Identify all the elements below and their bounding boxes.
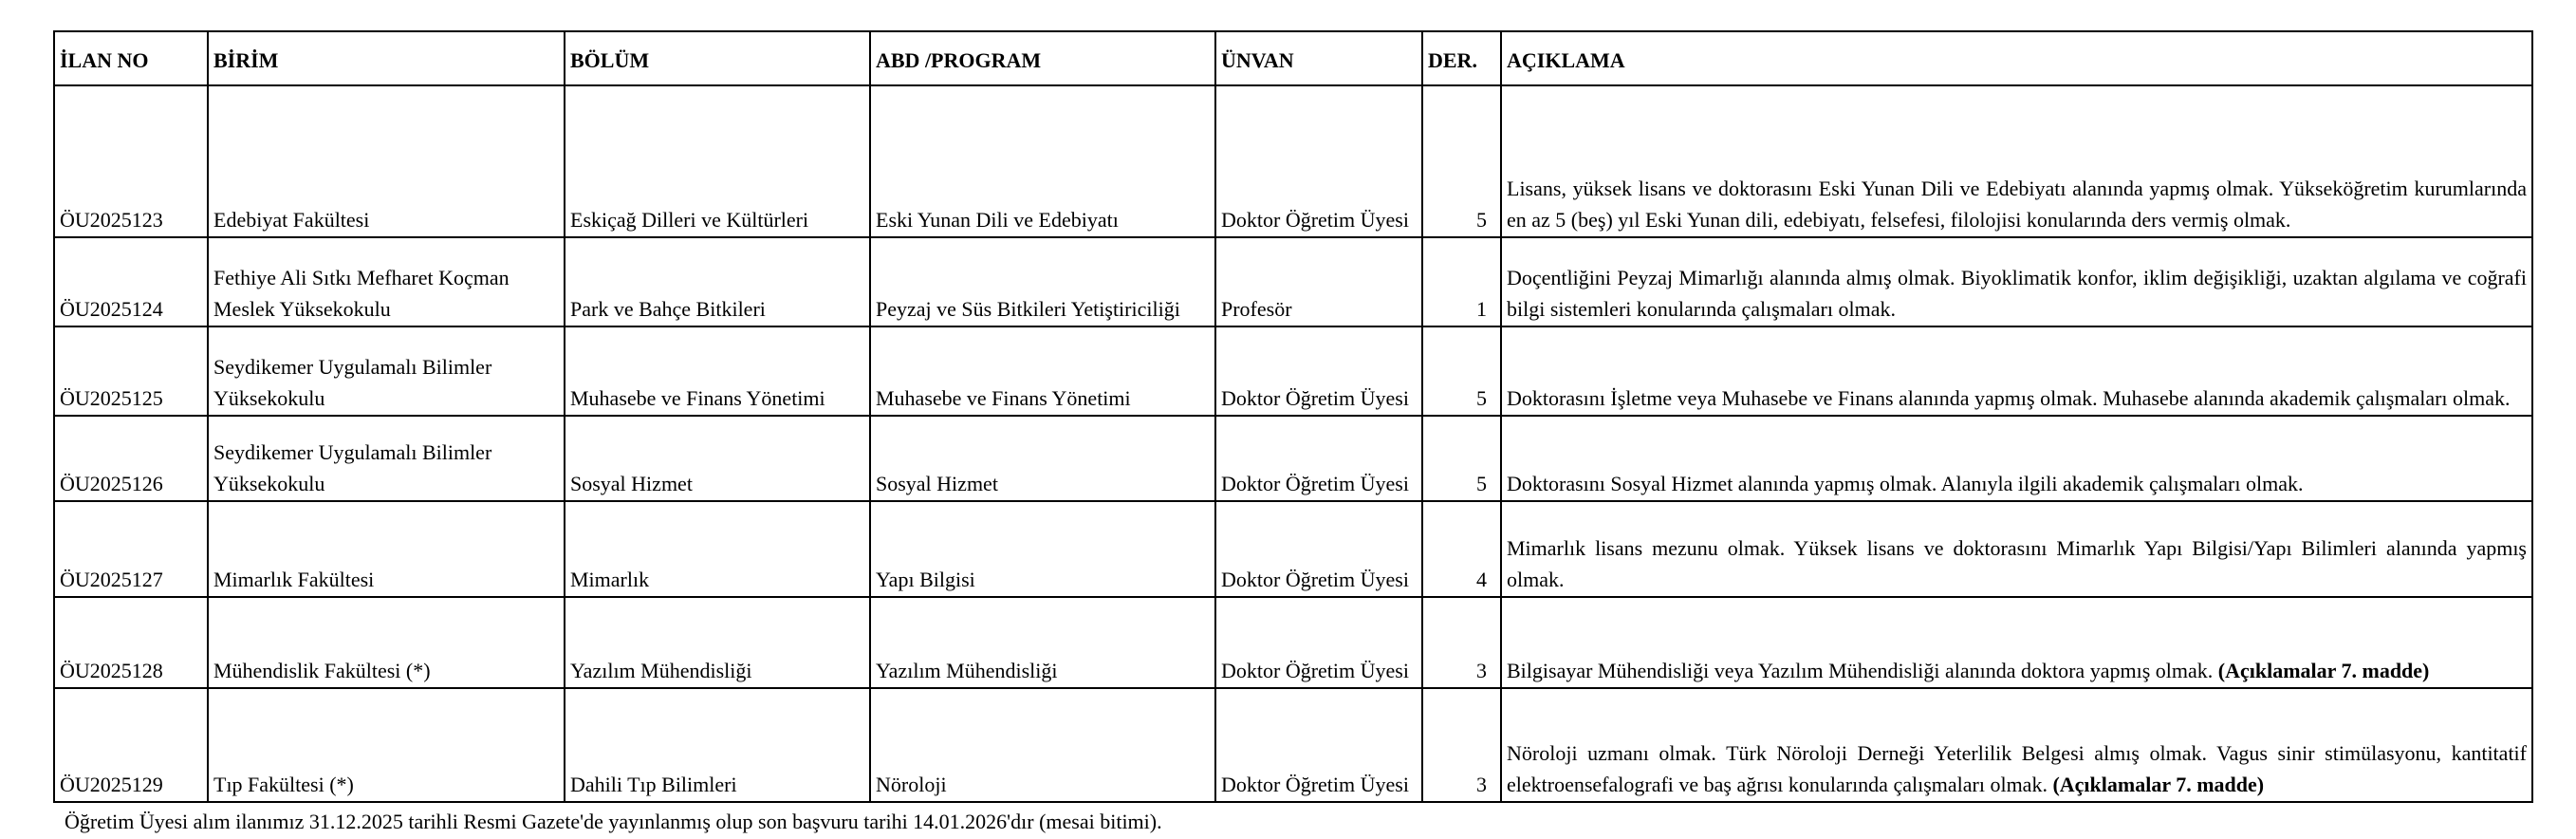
header-ilan-no: İLAN NO — [54, 31, 208, 85]
cell-ilan-no: ÖU2025125 — [54, 326, 208, 416]
cell-bolum: Dahili Tıp Bilimleri — [565, 688, 870, 802]
cell-ilan-no: ÖU2025124 — [54, 237, 208, 326]
cell-birim: Fethiye Ali Sıtkı Mefharet Koçman Meslek Yüksekokulu — [208, 237, 565, 326]
header-derece: DER. — [1422, 31, 1501, 85]
cell-birim: Seydikemer Uygulamalı Bilimler Yüksekokulu — [208, 416, 565, 501]
cell-abd: Sosyal Hizmet — [870, 416, 1215, 501]
cell-abd: Nöroloji — [870, 688, 1215, 802]
table-row — [54, 597, 2532, 688]
cell-ilan-no: ÖU2025128 — [54, 597, 208, 688]
cell-aciklama — [1501, 688, 2532, 802]
footnote: Öğretim Üyesi alım ilanımız 31.12.2025 tarihli Resmi Gazete'de yayınlanmış olup son başvuru tarihi 14.01.2026'dır (mesai bitimi). — [65, 810, 1162, 833]
header-row — [54, 31, 2532, 85]
cell-birim: Edebiyat Fakültesi — [208, 85, 565, 237]
header-aciklama: AÇIKLAMA — [1501, 31, 2532, 85]
cell-bolum: Mimarlık — [565, 501, 870, 597]
cell-aciklama — [1501, 237, 2532, 326]
cell-abd: Peyzaj ve Süs Bitkileri Yetiştiriciliği — [870, 237, 1215, 326]
aciklama-text: Doçentliğini Peyzaj Mimarlığı alanında almış olmak. Biyoklimatik konfor, iklim değişikliği, uzaktan algılama ve coğrafi bilgi sistemleri konularında çalışmaları olmak. — [1507, 266, 2527, 321]
cell-aciklama — [1501, 597, 2532, 688]
table-row — [54, 237, 2532, 326]
cell-birim: Mühendislik Fakültesi (*) — [208, 597, 565, 688]
cell-bolum: Muhasebe ve Finans Yönetimi — [565, 326, 870, 416]
cell-derece: 3 — [1422, 597, 1501, 688]
cell-unvan: Doktor Öğretim Üyesi — [1215, 597, 1422, 688]
cell-birim: Mimarlık Fakültesi — [208, 501, 565, 597]
cell-birim: Seydikemer Uygulamalı Bilimler Yüksekokulu — [208, 326, 565, 416]
cell-abd: Yapı Bilgisi — [870, 501, 1215, 597]
cell-abd: Yazılım Mühendisliği — [870, 597, 1215, 688]
cell-derece: 4 — [1422, 501, 1501, 597]
table-row — [54, 85, 2532, 237]
aciklama-text: Bilgisayar Mühendisliği veya Yazılım Mühendisliği alanında doktora yapmış olmak. — [1507, 659, 2218, 682]
cell-abd: Muhasebe ve Finans Yönetimi — [870, 326, 1215, 416]
cell-aciklama — [1501, 326, 2532, 416]
cell-aciklama — [1501, 85, 2532, 237]
cell-bolum: Eskiçağ Dilleri ve Kültürleri — [565, 85, 870, 237]
header-birim: BİRİM — [208, 31, 565, 85]
cell-ilan-no: ÖU2025126 — [54, 416, 208, 501]
cell-derece: 1 — [1422, 237, 1501, 326]
cell-derece: 3 — [1422, 688, 1501, 802]
table-row — [54, 501, 2532, 597]
cell-ilan-no: ÖU2025129 — [54, 688, 208, 802]
cell-ilan-no: ÖU2025127 — [54, 501, 208, 597]
table-row — [54, 326, 2532, 416]
aciklama-text: Doktorasını İşletme veya Muhasebe ve Finans alanında yapmış olmak. Muhasebe alanında akademik çalışmaları olmak. — [1507, 386, 2511, 410]
aciklama-text: Doktorasını Sosyal Hizmet alanında yapmış olmak. Alanıyla ilgili akademik çalışmaları olmak. — [1507, 472, 2304, 495]
cell-unvan: Profesör — [1215, 237, 1422, 326]
cell-abd: Eski Yunan Dili ve Edebiyatı — [870, 85, 1215, 237]
cell-bolum: Sosyal Hizmet — [565, 416, 870, 501]
cell-derece: 5 — [1422, 326, 1501, 416]
cell-ilan-no: ÖU2025123 — [54, 85, 208, 237]
aciklama-text: Lisans, yüksek lisans ve doktorasını Eski Yunan Dili ve Edebiyatı alanında yapmış olmak. Yükseköğretim kurumlarında en az 5 (beş) yıl Eski Yunan dili, edebiyatı, felsefesi, filolojisi konularında ders vermiş olmak. — [1507, 177, 2527, 232]
cell-unvan: Doktor Öğretim Üyesi — [1215, 326, 1422, 416]
aciklama-text: Mimarlık lisans mezunu olmak. Yüksek lisans ve doktorasını Mimarlık Yapı Bilgisi/Yapı Bilimleri alanında yapmış olmak. — [1507, 536, 2527, 591]
cell-bolum: Park ve Bahçe Bitkileri — [565, 237, 870, 326]
cell-unvan: Doktor Öğretim Üyesi — [1215, 85, 1422, 237]
cell-derece: 5 — [1422, 416, 1501, 501]
cell-birim: Tıp Fakültesi (*) — [208, 688, 565, 802]
table-row — [54, 688, 2532, 802]
header-unvan: ÜNVAN — [1215, 31, 1422, 85]
aciklama-bold-note: (Açıklamalar 7. madde) — [2052, 773, 2265, 796]
aciklama-text: Nöroloji uzmanı olmak. Türk Nöroloji Derneği Yeterlilik Belgesi almış olmak. Vagus sinir stimülasyonu, kantitatif elektroensefalografi ve baş ağrısı konularında çalışmaları olmak. — [1507, 741, 2527, 796]
cell-bolum: Yazılım Mühendisliği — [565, 597, 870, 688]
cell-aciklama — [1501, 501, 2532, 597]
aciklama-bold-note: (Açıklamalar 7. madde) — [2217, 659, 2430, 682]
cell-unvan: Doktor Öğretim Üyesi — [1215, 416, 1422, 501]
cell-aciklama — [1501, 416, 2532, 501]
header-bolum: BÖLÜM — [565, 31, 870, 85]
job-postings-table — [53, 30, 2533, 803]
cell-unvan: Doktor Öğretim Üyesi — [1215, 501, 1422, 597]
cell-unvan: Doktor Öğretim Üyesi — [1215, 688, 1422, 802]
cell-derece: 5 — [1422, 85, 1501, 237]
header-abd-program: ABD /PROGRAM — [870, 31, 1215, 85]
table-row — [54, 416, 2532, 501]
